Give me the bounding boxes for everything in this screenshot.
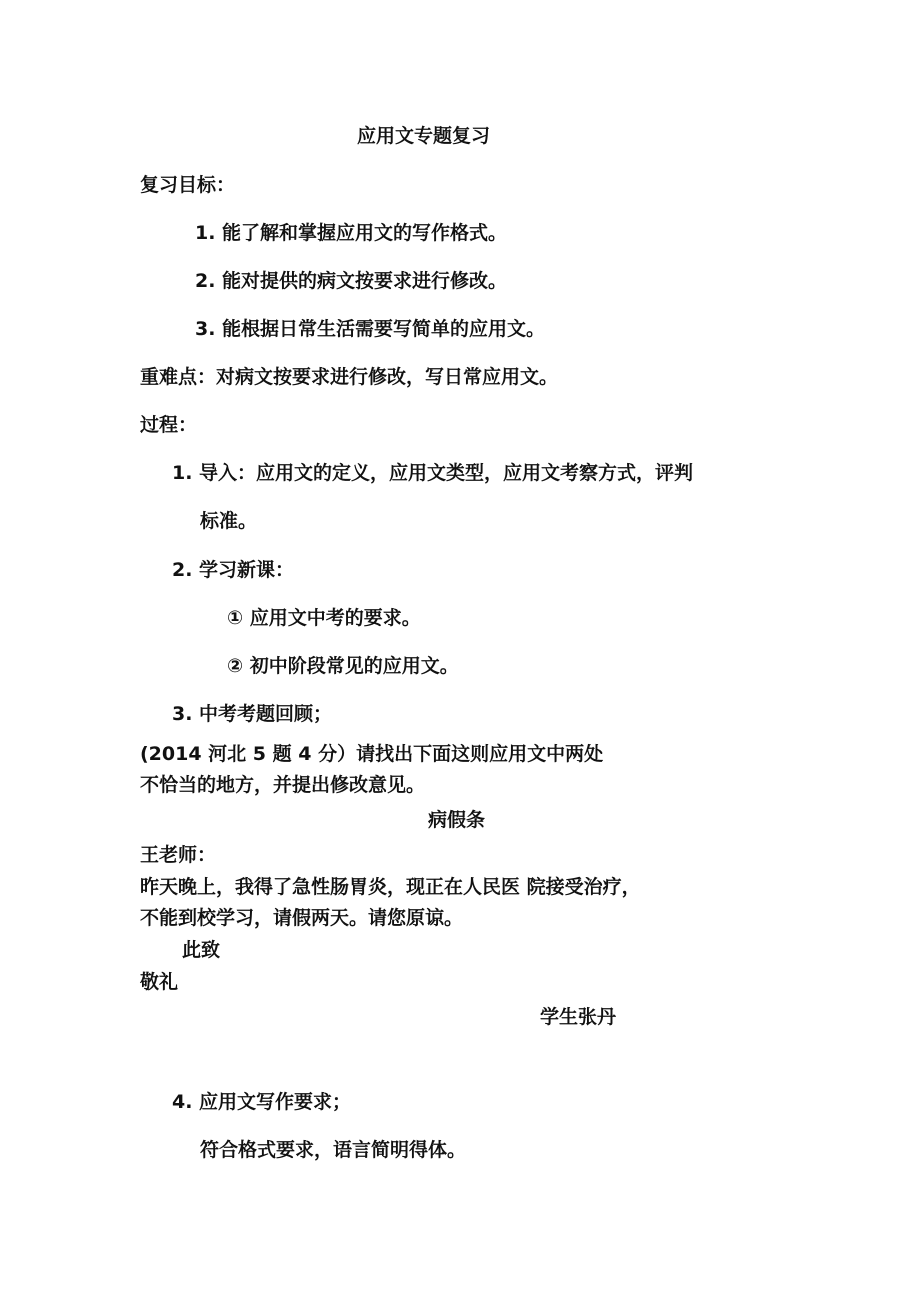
step-4: 4. 应用文写作要求； [172, 1091, 352, 1113]
key-points: 重难点：对病文按要求进行修改，写日常应用文。 [140, 366, 559, 388]
goal-item-2: 2. 能对提供的病文按要求进行修改。 [195, 270, 508, 292]
step-3: 3. 中考考题回顾； [172, 703, 333, 725]
note-signature: 学生张丹 [540, 1006, 617, 1028]
page-title: 应用文专题复习 [357, 125, 491, 147]
note-salutation: 王老师： [140, 844, 217, 866]
step-2-item-2: ② 初中阶段常见的应用文。 [227, 655, 459, 677]
note-closing-2: 敬礼 [140, 971, 179, 993]
goal-item-3: 3. 能根据日常生活需要写简单的应用文。 [195, 318, 546, 340]
step-4-detail: 符合格式要求，语言简明得体。 [200, 1139, 467, 1161]
exam-question-line-1: (2014 河北 5 题 4 分）请找出下面这则应用文中两处 [140, 743, 604, 765]
note-body-line-1: 昨天晚上，我得了急性肠胃炎，现正在人民医 院接受治疗， [140, 876, 641, 898]
step-2: 2. 学习新课： [172, 559, 295, 581]
exam-question-line-2: 不恰当的地方，并提出修改意见。 [140, 774, 426, 796]
step-1-line-1: 1. 导入：应用文的定义，应用文类型，应用文考察方式，评判 [172, 462, 694, 484]
goal-item-1: 1. 能了解和掌握应用文的写作格式。 [195, 222, 508, 244]
goals-heading: 复习目标： [140, 174, 236, 196]
process-heading: 过程： [140, 414, 198, 436]
step-2-item-1: ① 应用文中考的要求。 [227, 607, 421, 629]
note-closing-1: 此致 [182, 939, 221, 961]
note-body-line-2: 不能到校学习，请假两天。请您原谅。 [140, 907, 464, 929]
step-1-line-2: 标准。 [200, 510, 258, 532]
note-title: 病假条 [428, 809, 486, 831]
